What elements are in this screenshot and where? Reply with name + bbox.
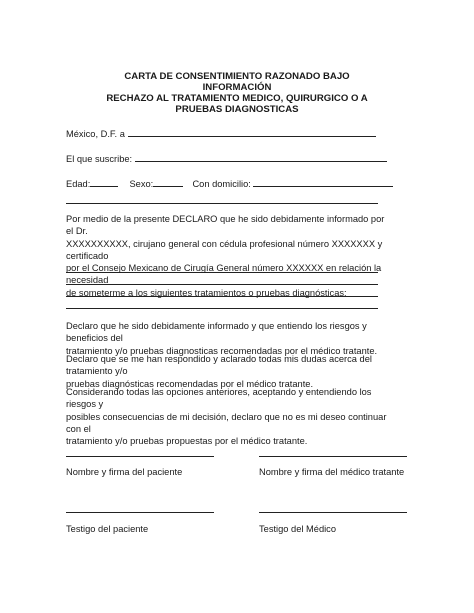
sex-label: Sexo: xyxy=(129,179,154,189)
age-label: Edad: xyxy=(66,179,91,189)
form-title-line-1: CARTA DE CONSENTIMIENTO RAZONADO BAJO xyxy=(124,71,350,82)
declaration-line-3: por el Consejo Mexicano de Cirugía General número XXXXXX en relación la necesidad xyxy=(66,263,382,286)
form-title-line-2: INFORMACIÓN xyxy=(202,82,272,93)
form-title-line-4: PRUEBAS DIAGNOSTICAS xyxy=(175,104,299,115)
address-blank[interactable] xyxy=(253,177,393,187)
doubts-paragraph xyxy=(66,353,388,390)
doubts-line-2: pruebas diagnósticas recomendadas por el médico tratante. xyxy=(66,378,314,389)
address-label: Con domicilio: xyxy=(192,179,251,189)
treatment-line-3[interactable] xyxy=(66,296,378,297)
declaration-line-1: Por medio de la presente DECLARO que he sido debidamente informado por el Dr. xyxy=(66,214,385,237)
refusal-line-1: Considerando todas las opciones anteriores, aceptando y entendiendo los riesgos y xyxy=(66,387,372,410)
patient-witness-label: Testigo del paciente xyxy=(66,524,149,534)
personal-data-row xyxy=(66,177,393,190)
patient-witness-line[interactable] xyxy=(66,512,214,513)
doctor-witness-label: Testigo del Médico xyxy=(259,524,336,534)
risks-line-2: tratamiento y/o pruebas diagnosticas recomendadas por el médico tratante. xyxy=(66,345,378,356)
place-date-row xyxy=(66,127,376,140)
sex-blank[interactable] xyxy=(153,177,183,187)
place-date-blank[interactable] xyxy=(128,127,376,137)
doctor-witness-line[interactable] xyxy=(259,512,407,513)
patient-signature-label: Nombre y firma del paciente xyxy=(66,467,183,477)
declaration-paragraph xyxy=(66,213,388,299)
refusal-line-3: tratamiento y/o pruebas propuestas por el médico tratante. xyxy=(66,436,308,447)
subscriber-blank[interactable] xyxy=(135,152,387,162)
address-continuation-line[interactable] xyxy=(66,203,378,204)
refusal-line-2: posibles consecuencias de mi decisión, declaro que no es mi deseo continuar con el xyxy=(66,411,387,434)
doctor-signature-label: Nombre y firma del médico tratante xyxy=(259,467,405,477)
treatment-line-2[interactable] xyxy=(66,284,378,285)
treatment-line-1[interactable] xyxy=(66,272,378,273)
declaration-line-4: de someterme a los siguientes tratamientos o pruebas diagnósticas: xyxy=(66,287,347,298)
doubts-line-1: Declaro que se me han respondido y aclarado todas mis dudas acerca del tratamiento y/o xyxy=(66,354,372,377)
refusal-paragraph xyxy=(66,386,388,447)
place-date-label: México, D.F. a xyxy=(66,129,125,139)
age-blank[interactable] xyxy=(90,177,118,187)
subscriber-row xyxy=(66,152,387,165)
risks-line-1: Declaro que he sido debidamente informado y que entiendo los riesgos y beneficios del xyxy=(66,321,367,344)
subscriber-label: El que suscribe: xyxy=(66,154,133,164)
patient-signature-line[interactable] xyxy=(66,456,214,457)
risks-paragraph xyxy=(66,320,388,357)
declaration-line-2: XXXXXXXXXX, cirujano general con cédula profesional número XXXXXXX y certificado xyxy=(66,238,383,261)
doctor-signature-line[interactable] xyxy=(259,456,407,457)
form-title-line-3: RECHAZO AL TRATAMIENTO MEDICO, QUIRURGICO O A xyxy=(106,93,368,104)
treatment-line-4[interactable] xyxy=(66,308,378,309)
